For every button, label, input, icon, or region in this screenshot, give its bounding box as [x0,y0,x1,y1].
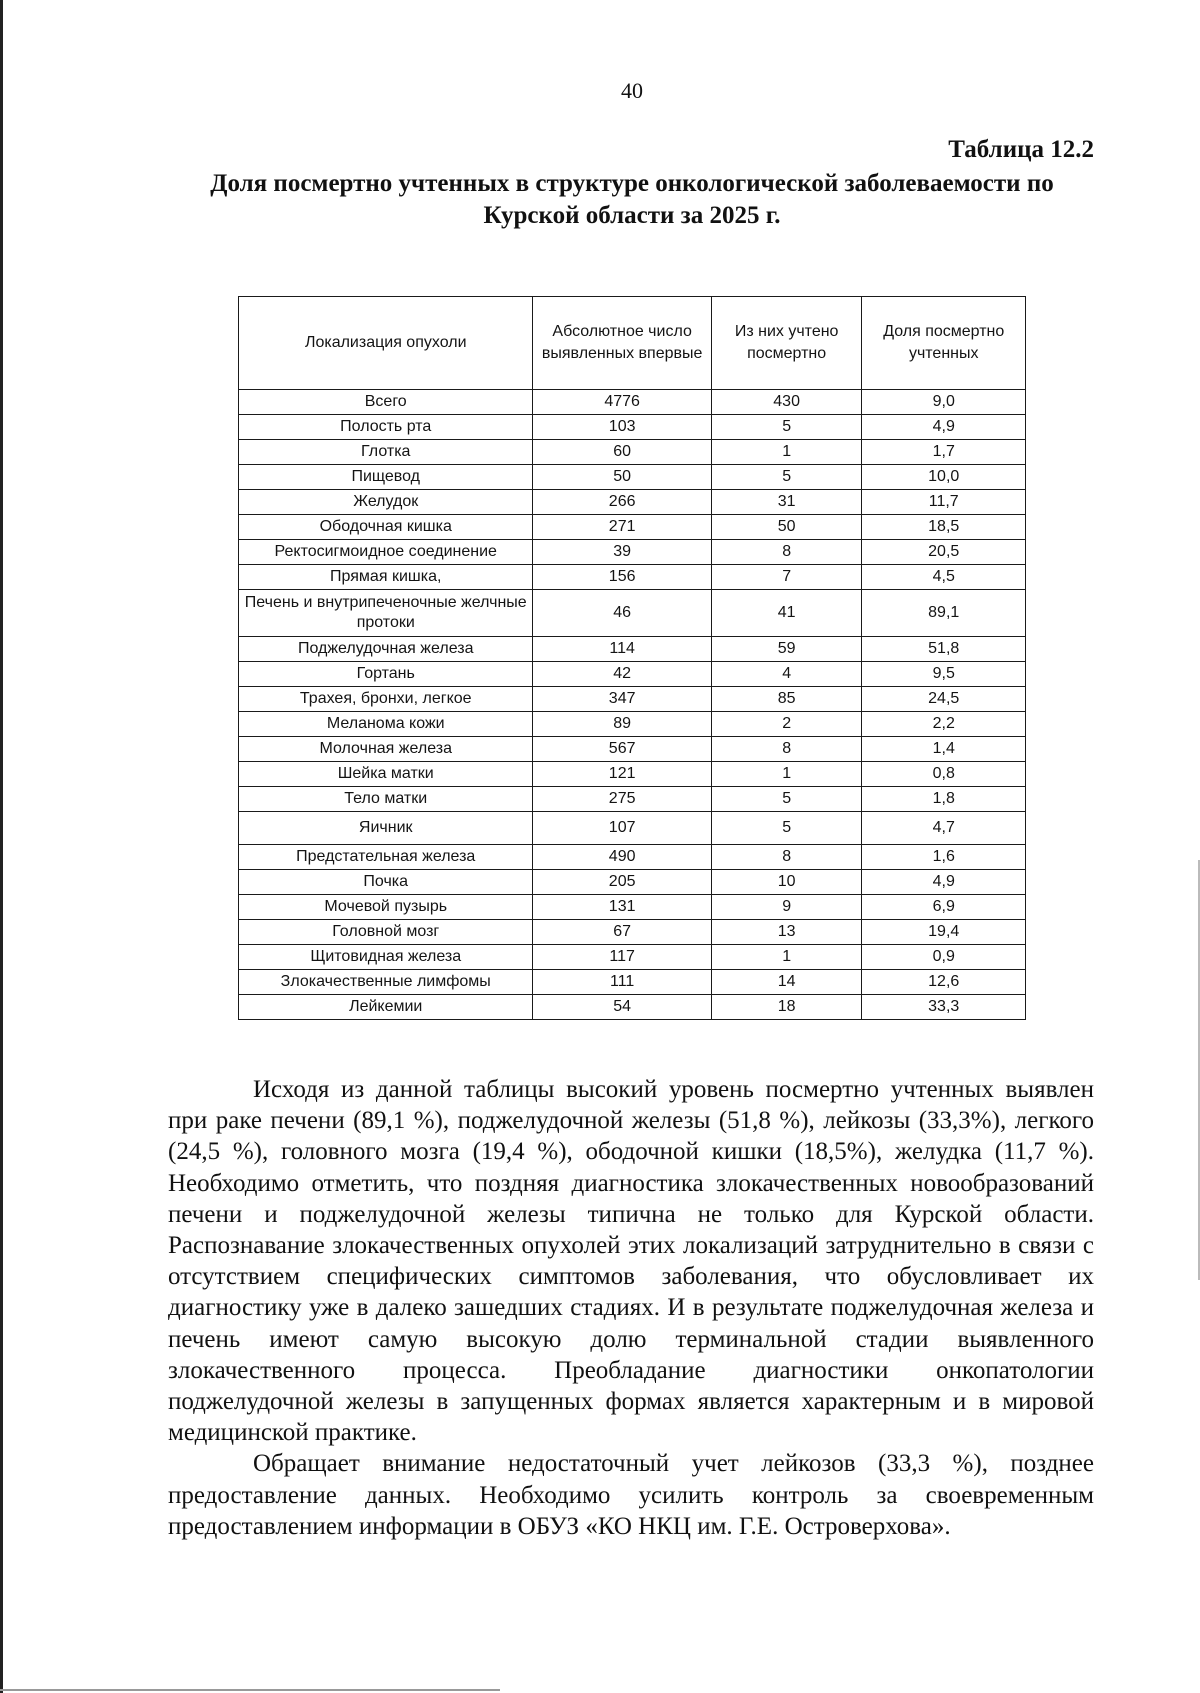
cell-localization: Лейкемии [239,995,533,1020]
cell-absolute-count: 39 [533,540,711,565]
cell-posthumous-share: 20,5 [862,540,1026,565]
cell-absolute-count: 107 [533,812,711,845]
cell-localization: Злокачественные лимфомы [239,970,533,995]
cell-absolute-count: 271 [533,515,711,540]
cell-posthumous-share: 18,5 [862,515,1026,540]
cell-localization: Пищевод [239,465,533,490]
table-row [239,540,1026,565]
table-row [239,390,1026,415]
cell-posthumous-share: 1,6 [862,845,1026,870]
table-header-row [239,297,1026,390]
cell-localization: Щитовидная железа [239,945,533,970]
cell-absolute-count: 103 [533,415,711,440]
cell-localization: Полость рта [239,415,533,440]
cell-localization: Гортань [239,662,533,687]
cell-absolute-count: 156 [533,565,711,590]
cell-posthumous-count: 5 [711,415,862,440]
cell-posthumous-share: 1,7 [862,440,1026,465]
table-row [239,687,1026,712]
header-posthumous-count: Из них учтено посмертно [711,297,862,390]
cell-posthumous-count: 8 [711,845,862,870]
cell-absolute-count: 54 [533,995,711,1020]
cell-absolute-count: 205 [533,870,711,895]
paragraph-1: Исходя из данной таблицы высокий уровень посмертно учтенных выявлен при раке печени (89,1 %), поджелудочной железы (51,8 %), лейкозы (33,3%), легкого (24,5 %), головного мозга (19,4 %), ободочной кишки (18,5%), желудка (11,7 %). Необходимо отметить, что поздняя диагностика злокачественных новообразований печени и поджелудочной железы типична не только для Курской области. Распознавание злокачественных опухолей этих локализаций затруднительно в связи с отсутствием специфических симптомов заболевания, что обусловливает их диагностику уже в далеко зашедших стадиях. И в результате поджелудочная железа и печень имеют самую высокую долю терминальной стадии выявленного злокачественного процесса. Преобладание диагностики онкопатологии поджелудочной железы в запущенных формах является характерным и в мировой медицинской практике. [168,1076,1094,1447]
cell-posthumous-count: 13 [711,920,862,945]
body-text [168,1074,1094,1542]
cell-posthumous-share: 1,4 [862,737,1026,762]
header-localization: Локализация опухоли [239,297,533,390]
cell-posthumous-count: 4 [711,662,862,687]
table-label: Таблица 12.2 [948,136,1094,163]
cell-absolute-count: 131 [533,895,711,920]
cell-posthumous-share: 4,7 [862,812,1026,845]
cell-posthumous-share: 10,0 [862,465,1026,490]
cell-localization: Глотка [239,440,533,465]
table-row [239,970,1026,995]
table-row [239,812,1026,845]
cell-absolute-count: 567 [533,737,711,762]
page-number: 40 [621,78,643,103]
cell-localization: Яичник [239,812,533,845]
table-row [239,737,1026,762]
table-row [239,590,1026,637]
cell-posthumous-count: 41 [711,590,862,637]
cell-posthumous-count: 8 [711,540,862,565]
cell-localization: Молочная железа [239,737,533,762]
scan-edge-bottom [0,1689,500,1691]
cell-posthumous-share: 0,8 [862,762,1026,787]
cell-absolute-count: 490 [533,845,711,870]
cell-posthumous-count: 2 [711,712,862,737]
cell-absolute-count: 121 [533,762,711,787]
cell-posthumous-count: 31 [711,490,862,515]
cell-localization: Почка [239,870,533,895]
table-row [239,995,1026,1020]
cell-posthumous-share: 0,9 [862,945,1026,970]
cell-absolute-count: 114 [533,637,711,662]
table-row [239,870,1026,895]
cell-posthumous-count: 5 [711,465,862,490]
cell-localization: Поджелудочная железа [239,637,533,662]
cell-posthumous-share: 4,9 [862,415,1026,440]
table-row [239,895,1026,920]
cell-posthumous-count: 14 [711,970,862,995]
cell-localization: Меланома кожи [239,712,533,737]
cell-localization: Предстательная железа [239,845,533,870]
cell-absolute-count: 50 [533,465,711,490]
cell-posthumous-share: 9,5 [862,662,1026,687]
cell-absolute-count: 347 [533,687,711,712]
cell-absolute-count: 67 [533,920,711,945]
cell-absolute-count: 46 [533,590,711,637]
cell-localization: Тело матки [239,787,533,812]
cell-posthumous-count: 85 [711,687,862,712]
table-row [239,440,1026,465]
table-row [239,845,1026,870]
cell-posthumous-count: 7 [711,565,862,590]
cell-posthumous-count: 10 [711,870,862,895]
cell-absolute-count: 60 [533,440,711,465]
cell-absolute-count: 89 [533,712,711,737]
table-row [239,920,1026,945]
cell-absolute-count: 111 [533,970,711,995]
table-row [239,515,1026,540]
cell-posthumous-share: 1,8 [862,787,1026,812]
cell-absolute-count: 4776 [533,390,711,415]
cell-localization: Ободочная кишка [239,515,533,540]
cell-posthumous-count: 59 [711,637,862,662]
cell-posthumous-share: 11,7 [862,490,1026,515]
table-row [239,662,1026,687]
header-posthumous-share: Доля посмертно учтенных [862,297,1026,390]
cell-posthumous-count: 5 [711,787,862,812]
cell-localization: Головной мозг [239,920,533,945]
cell-posthumous-share: 9,0 [862,390,1026,415]
cell-posthumous-count: 5 [711,812,862,845]
table-row [239,490,1026,515]
cell-posthumous-count: 1 [711,945,862,970]
table-row [239,415,1026,440]
cell-localization: Всего [239,390,533,415]
cell-posthumous-share: 33,3 [862,995,1026,1020]
cell-posthumous-share: 4,9 [862,870,1026,895]
cell-absolute-count: 275 [533,787,711,812]
cell-posthumous-count: 18 [711,995,862,1020]
cell-posthumous-share: 24,5 [862,687,1026,712]
cell-localization: Трахея, бронхи, легкое [239,687,533,712]
table-row [239,712,1026,737]
cell-posthumous-share: 6,9 [862,895,1026,920]
cell-posthumous-count: 430 [711,390,862,415]
table-row [239,565,1026,590]
cell-absolute-count: 266 [533,490,711,515]
cell-posthumous-count: 8 [711,737,862,762]
paragraph-2: Обращает внимание недостаточный учет лейкозов (33,3 %), позднее предоставление данных. Необходимо усилить контроль за своевременным предоставлением информации в ОБУЗ «КО НКЦ им. Г.Е. Островерхова». [168,1450,1094,1540]
header-absolute-count: Абсолютное число выявленных впервые [533,297,711,390]
cell-posthumous-count: 1 [711,762,862,787]
cell-absolute-count: 117 [533,945,711,970]
cell-posthumous-share: 2,2 [862,712,1026,737]
table-body [239,390,1026,1020]
cell-posthumous-share: 19,4 [862,920,1026,945]
cell-localization: Желудок [239,490,533,515]
table-title: Доля посмертно учтенных в структуре онкологической заболеваемости по Курской области за 2025 г. [210,170,1054,229]
cell-posthumous-share: 12,6 [862,970,1026,995]
cell-posthumous-share: 89,1 [862,590,1026,637]
scan-edge-left [0,0,3,1693]
table-row [239,787,1026,812]
cell-posthumous-share: 4,5 [862,565,1026,590]
table-row [239,637,1026,662]
cell-posthumous-count: 1 [711,440,862,465]
cell-posthumous-count: 50 [711,515,862,540]
cell-localization: Ректосигмоидное соединение [239,540,533,565]
cell-localization: Прямая кишка, [239,565,533,590]
cell-localization: Шейка матки [239,762,533,787]
table-row [239,945,1026,970]
cell-absolute-count: 42 [533,662,711,687]
cell-posthumous-share: 51,8 [862,637,1026,662]
table-row [239,465,1026,490]
cell-posthumous-count: 9 [711,895,862,920]
cell-localization: Мочевой пузырь [239,895,533,920]
table-row [239,762,1026,787]
cell-localization: Печень и внутрипеченочные желчные протоки [239,590,533,637]
mortality-share-table [238,296,1026,1020]
